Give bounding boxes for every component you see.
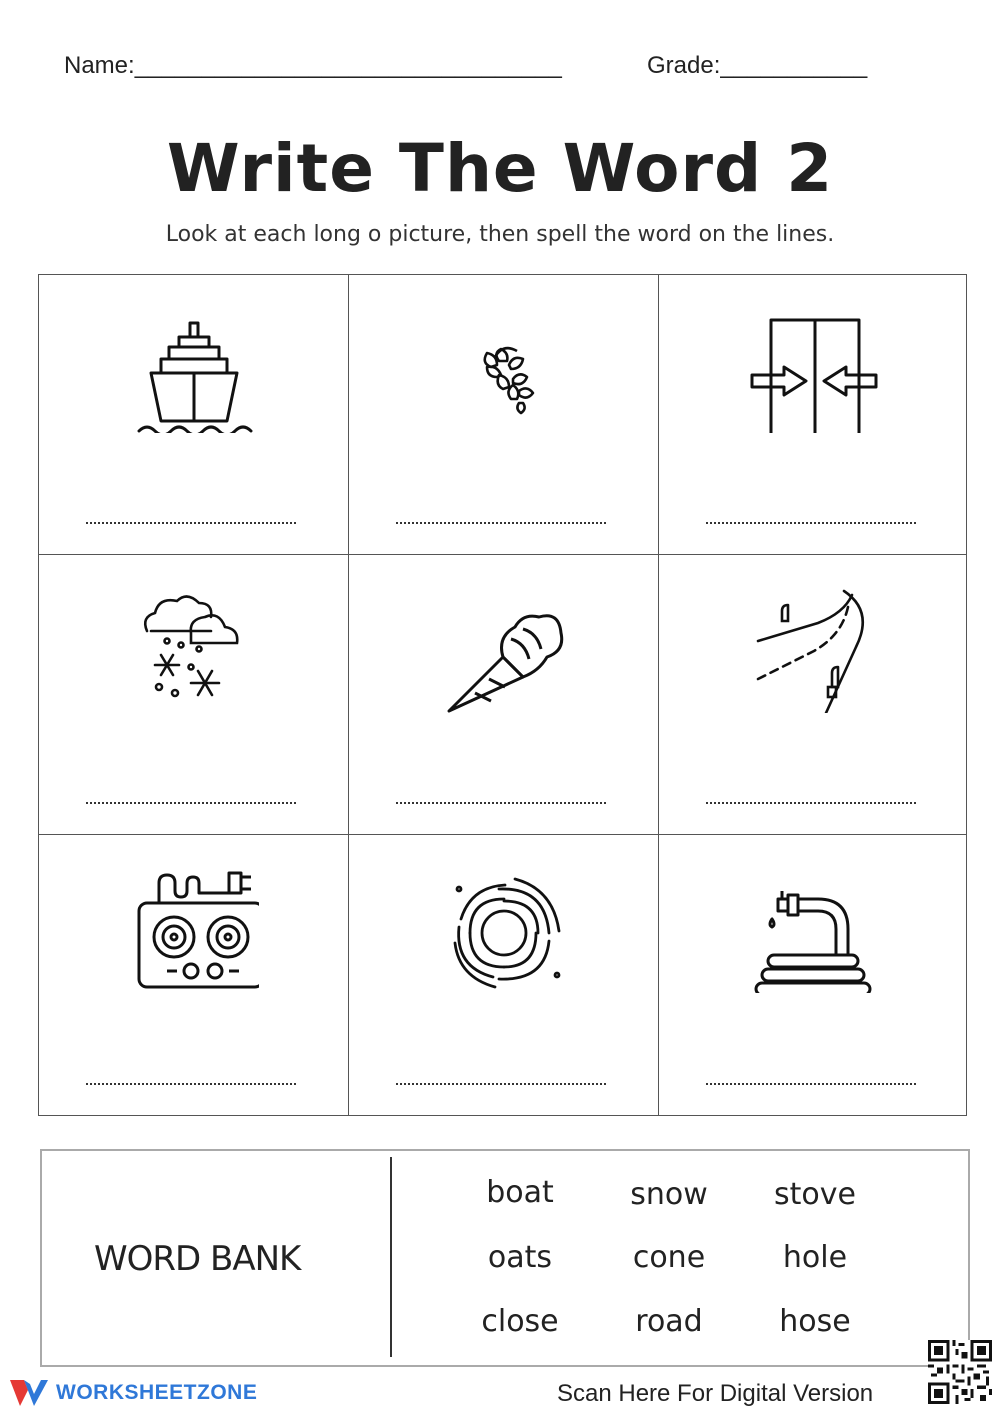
w-logo-icon — [8, 1376, 50, 1410]
picture-grid — [38, 274, 967, 1116]
ice-cream-cone-icon — [439, 583, 569, 713]
picture-cell-3 — [659, 275, 966, 555]
snow-cloud-icon — [129, 583, 259, 713]
black-hole-icon — [439, 863, 569, 993]
brand-name: WORKSHEETZONE — [56, 1381, 258, 1404]
name-field-label: Name:________________________________ — [64, 52, 562, 79]
picture-cell-5 — [349, 555, 659, 835]
page-title: Write The Word 2 — [166, 130, 834, 207]
word-bank-divider — [390, 1157, 392, 1357]
answer-line-6[interactable] — [706, 802, 916, 804]
answer-line-5[interactable] — [396, 802, 606, 804]
word-bank-word: cone — [632, 1240, 706, 1275]
answer-line-7[interactable] — [86, 1083, 296, 1085]
picture-cell-1 — [39, 275, 349, 555]
word-bank-word: hose — [779, 1304, 851, 1339]
word-bank-word: stove — [774, 1177, 856, 1212]
grade-field-label: Grade:___________ — [647, 52, 868, 79]
word-bank-word: snow — [630, 1177, 708, 1212]
word-bank-word: close — [481, 1304, 559, 1339]
picture-cell-9 — [659, 835, 966, 1115]
word-bank-word: hole — [782, 1240, 848, 1275]
word-bank-word: oats — [487, 1240, 553, 1275]
scan-instruction: Scan Here For Digital Version — [557, 1380, 874, 1407]
answer-line-4[interactable] — [86, 802, 296, 804]
answer-line-8[interactable] — [396, 1083, 606, 1085]
ship-icon — [129, 303, 259, 433]
word-bank-word: boat — [486, 1175, 554, 1210]
picture-cell-8 — [349, 835, 659, 1115]
worksheetzone-logo[interactable] — [8, 1376, 257, 1410]
word-bank-word: road — [635, 1304, 703, 1339]
picture-cell-7 — [39, 835, 349, 1115]
oat-hop-icon — [439, 303, 569, 433]
picture-cell-4 — [39, 555, 349, 835]
instructions: Look at each long o picture, then spell the word on the lines. — [165, 222, 835, 247]
word-bank — [40, 1149, 970, 1367]
word-bank-label: WORD BANK — [94, 1239, 301, 1279]
stove-icon — [129, 863, 259, 993]
qr-code-icon[interactable] — [928, 1340, 992, 1404]
picture-cell-2 — [349, 275, 659, 555]
answer-line-9[interactable] — [706, 1083, 916, 1085]
garden-hose-icon — [748, 863, 878, 993]
road-icon — [748, 583, 878, 713]
answer-line-1[interactable] — [86, 522, 296, 524]
answer-line-3[interactable] — [706, 522, 916, 524]
picture-cell-6 — [659, 555, 966, 835]
closing-doors-icon — [748, 303, 878, 433]
answer-line-2[interactable] — [396, 522, 606, 524]
